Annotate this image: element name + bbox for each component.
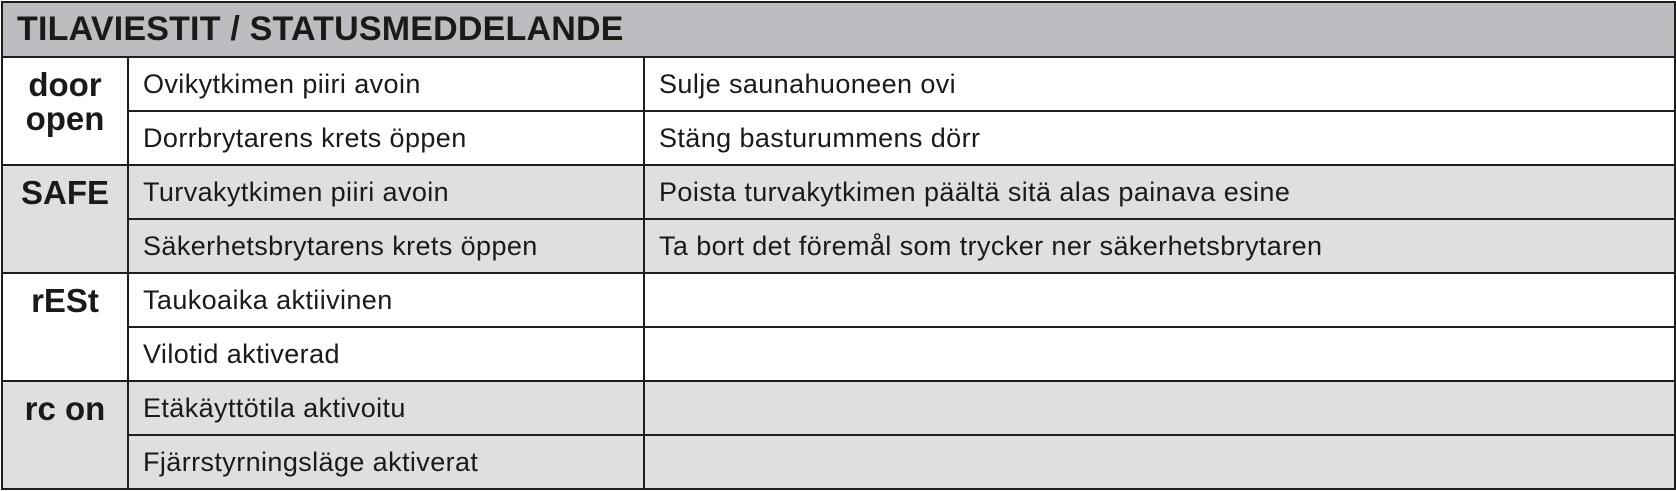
table-row — [2, 111, 1675, 165]
table-title: TILAVIESTIT / STATUSMEDDELANDE — [2, 2, 1675, 57]
status-description: Ovikytkimen piiri avoin — [128, 57, 644, 111]
status-action — [644, 435, 1675, 489]
status-code-line: door — [28, 66, 102, 103]
status-description: Dorrbrytarens krets öppen — [128, 111, 644, 165]
status-description: Fjärrstyrningsläge aktiverat — [128, 435, 644, 489]
status-description: Turvakytkimen piiri avoin — [128, 165, 644, 219]
status-code-door-open — [2, 57, 128, 165]
status-description: Taukoaika aktiivinen — [128, 273, 644, 327]
status-code-rc-on — [2, 381, 128, 489]
status-message-table — [1, 1, 1676, 490]
status-description: Etäkäyttötila aktivoitu — [128, 381, 644, 435]
table-row — [2, 57, 1675, 111]
status-action: Poista turvakytkimen päältä sitä alas painava esine — [644, 165, 1675, 219]
status-code-rest — [2, 273, 128, 381]
table-row — [2, 165, 1675, 219]
status-action: Stäng basturummens dörr — [644, 111, 1675, 165]
status-action — [644, 381, 1675, 435]
table-row — [2, 327, 1675, 381]
status-description: Vilotid aktiverad — [128, 327, 644, 381]
status-action — [644, 327, 1675, 381]
status-message-table-container — [1, 1, 1676, 490]
table-row — [2, 435, 1675, 489]
table-row — [2, 381, 1675, 435]
table-row — [2, 273, 1675, 327]
status-action: Sulje saunahuoneen ovi — [644, 57, 1675, 111]
table-header-row — [2, 2, 1675, 57]
status-action — [644, 273, 1675, 327]
status-description: Säkerhetsbrytarens krets öppen — [128, 219, 644, 273]
status-code-line: rESt — [31, 282, 99, 319]
status-code-line: SAFE — [20, 174, 109, 211]
status-code-line: rc on — [24, 390, 106, 427]
table-row — [2, 219, 1675, 273]
status-code-safe — [2, 165, 128, 273]
status-code-line: open — [25, 100, 105, 137]
status-action: Ta bort det föremål som trycker ner säkerhetsbrytaren — [644, 219, 1675, 273]
